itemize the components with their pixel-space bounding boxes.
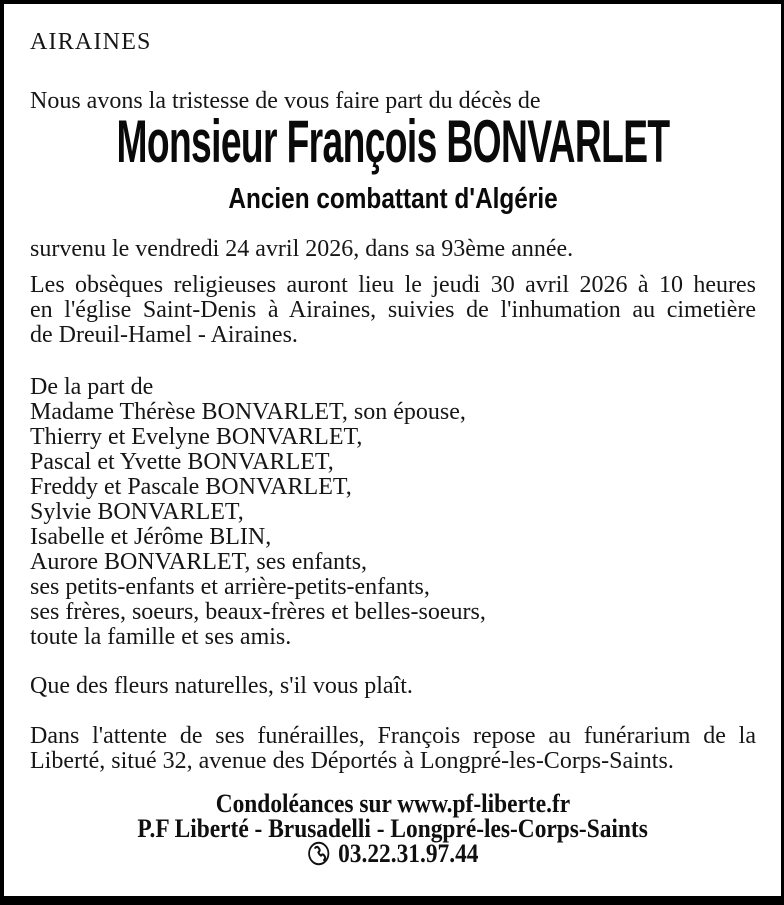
family-line: Sylvie BONVARLET,: [30, 499, 244, 525]
deceased-title: Ancien combattant d'Algérie: [228, 183, 558, 215]
family-line: Madame Thérèse BONVARLET, son épouse,: [30, 399, 466, 425]
family-line: Isabelle et Jérôme BLIN,: [30, 524, 272, 550]
condolences-website-line: Condoléances sur www.pf-liberte.fr: [215, 789, 571, 818]
ceremony-line: Les obsèques religieuses auront lieu le jeudi 30 avril 2026 à 10 heures: [30, 272, 756, 298]
ceremony-line: de Dreuil-Hamel - Airaines.: [30, 322, 298, 348]
repose-line: Dans l'attente de ses funérailles, François repose au funérarium de la: [30, 723, 756, 749]
phone-icon: [308, 841, 331, 866]
family-line: Freddy et Pascale BONVARLET,: [30, 474, 352, 500]
deceased-title-row: [30, 183, 756, 215]
family-list: [30, 375, 756, 650]
phone-number: 03.22.31.97.44: [338, 839, 479, 868]
family-line: Thierry et Evelyne BONVARLET,: [30, 424, 363, 450]
family-line: Pascal et Yvette BONVARLET,: [30, 449, 334, 475]
family-line: ses petits-enfants et arrière-petits-enfants,: [30, 574, 430, 600]
intro-line: Nous avons la tristesse de vous faire part du décès de: [30, 88, 541, 114]
repose-paragraph: [30, 724, 756, 774]
death-date-line: survenu le vendredi 24 avril 2026, dans sa 93ème année.: [30, 236, 574, 262]
deceased-name: Monsieur François BONVARLET: [116, 108, 670, 175]
family-intro: De la part de: [30, 374, 154, 400]
town-name: AIRAINES: [30, 29, 152, 55]
funeral-home-footer: [30, 791, 756, 866]
family-line: ses frères, soeurs, beaux-frères et belles-soeurs,: [30, 599, 486, 625]
phone-line: [308, 841, 479, 866]
funeral-home-name-line: P.F Liberté - Brusadelli - Longpré-les-Corps-Saints: [137, 814, 649, 843]
repose-line: Liberté, situé 32, avenue des Déportés à Longpré-les-Corps-Saints.: [30, 748, 674, 774]
family-line: Aurore BONVARLET, ses enfants,: [30, 549, 368, 575]
ceremony-paragraph: [30, 273, 756, 348]
flowers-request-line: Que des fleurs naturelles, s'il vous plaît.: [30, 673, 413, 699]
ceremony-line: en l'église Saint-Denis à Airaines, suivies de l'inhumation au cimetière: [30, 297, 756, 323]
family-line: toute la famille et ses amis.: [30, 624, 292, 650]
deceased-name-row: [30, 108, 756, 175]
